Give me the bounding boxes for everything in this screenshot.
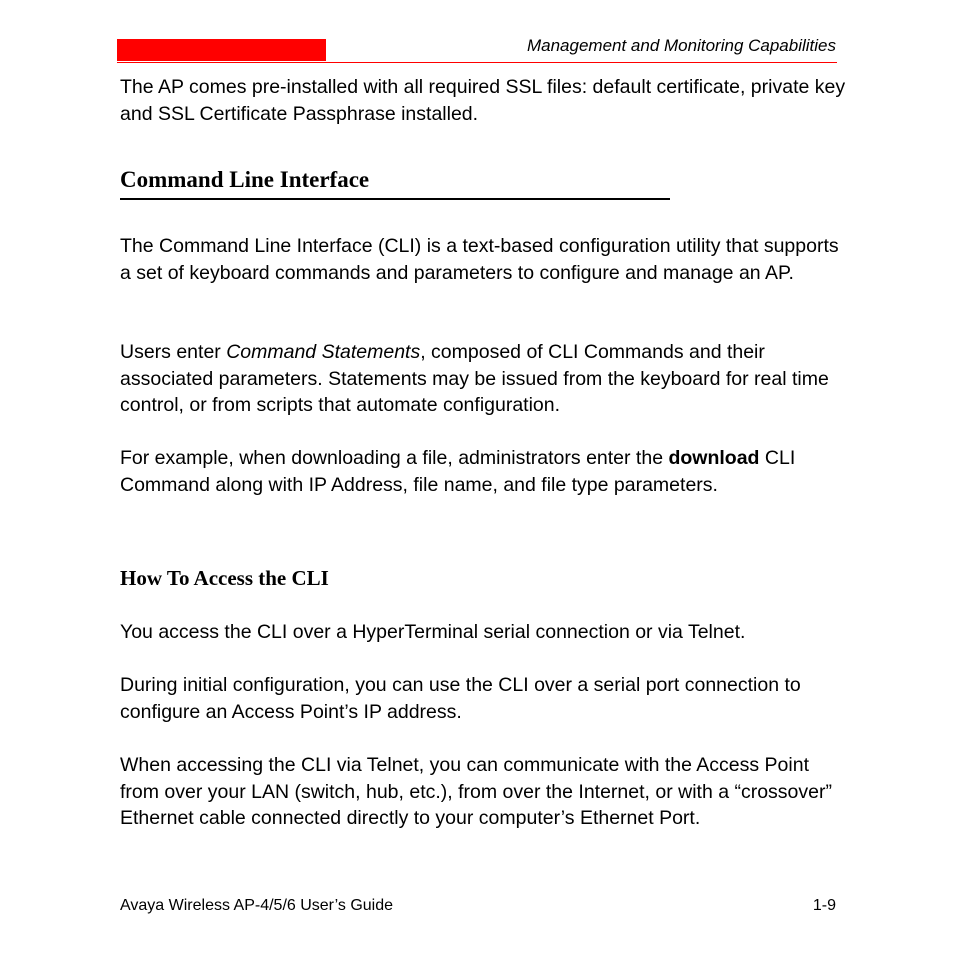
section-heading-rule: [120, 198, 670, 200]
intro-paragraph: The AP comes pre-installed with all required SSL files: default certificate, private key and SSL Certificate Passphrase installed.: [120, 76, 846, 125]
footer-page-number: 1-9: [812, 897, 836, 914]
header-rule: [117, 62, 837, 63]
cli-p2-emphasis: Command Statements: [226, 341, 421, 363]
cli-p3-bold: download: [668, 447, 760, 469]
section-heading-cli: Command Line Interface: [120, 167, 370, 192]
access-paragraph-1: You access the CLI over a HyperTerminal serial connection or via Telnet.: [120, 621, 746, 643]
subsection-heading-access: How To Access the CLI: [120, 566, 329, 590]
running-header: Management and Monitoring Capabilities: [526, 36, 836, 55]
cli-p2-text-2: , composed of CLI Commands and their associated parameters. Statements may be issued from the keyboard for real time control, or from scripts that automate configuration.: [120, 341, 829, 416]
footer-guide-title: Avaya Wireless AP-4/5/6 User’s Guide: [120, 897, 394, 914]
cli-paragraph-2: [120, 339, 850, 419]
cli-p2-text-1: Users enter: [120, 341, 227, 363]
cli-p3-text-2: CLI Command along with IP Address, file name, and file type parameters.: [120, 447, 796, 496]
access-paragraph-3: When accessing the CLI via Telnet, you can communicate with the Access Point from over your LAN (switch, hub, etc.), from over the Internet, or with a “crossover” Ethernet cable connected directly to your computer’s Ethernet Port.: [120, 754, 832, 829]
header-red-bar: [117, 39, 326, 61]
cli-paragraph-3: [120, 445, 850, 498]
cli-paragraph-1: The Command Line Interface (CLI) is a text-based configuration utility that supports a set of keyboard commands and parameters to configure and manage an AP.: [120, 235, 839, 284]
access-paragraph-2: During initial configuration, you can use the CLI over a serial port connection to configure an Access Point’s IP address.: [120, 674, 801, 723]
cli-p3-text-1: For example, when downloading a file, administrators enter the: [120, 447, 669, 469]
